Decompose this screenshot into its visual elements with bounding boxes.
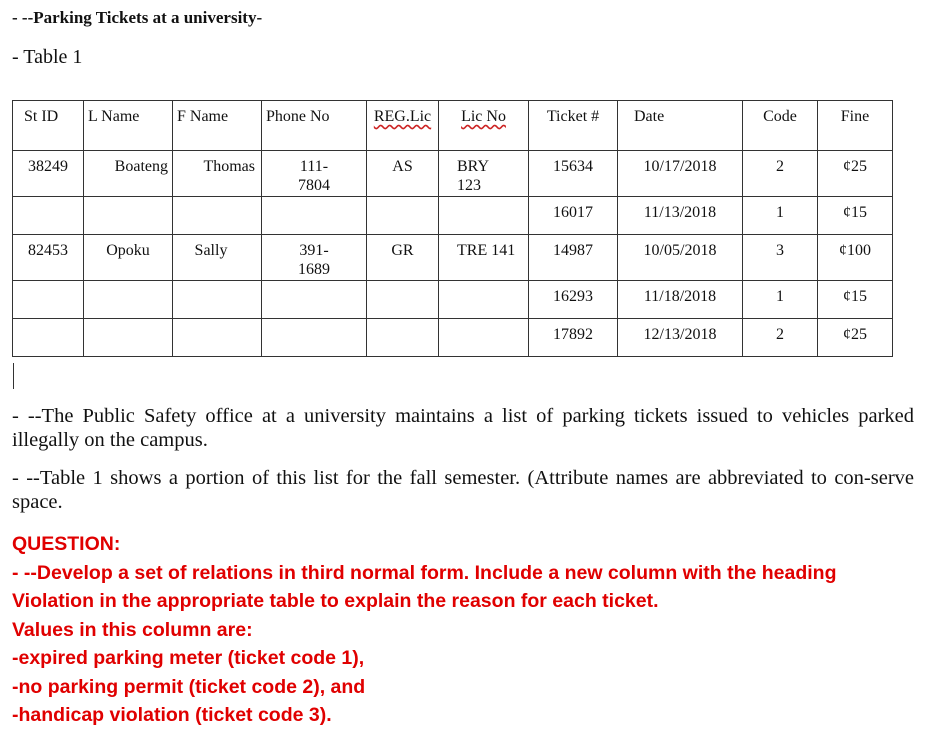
table-label: - Table 1 bbox=[12, 46, 83, 68]
table-cell: 111-7804 bbox=[262, 151, 367, 197]
paragraph-table-note: - --Table 1 shows a portion of this list for the fall semester. (Attribute names are abbreviated to con-serve space. bbox=[12, 467, 914, 513]
table-cell bbox=[84, 319, 173, 357]
table-cell: 2 bbox=[743, 151, 818, 197]
document-title: - --Parking Tickets at a university- bbox=[12, 8, 263, 27]
table-row bbox=[13, 319, 893, 357]
column-header-phone-no: Phone No bbox=[262, 101, 367, 151]
table-cell: ¢15 bbox=[818, 281, 893, 319]
table-cell: TRE 141 bbox=[439, 235, 529, 281]
column-header-date: Date bbox=[618, 101, 743, 151]
table-cell: 11/18/2018 bbox=[618, 281, 743, 319]
column-header-ticket-no: Ticket # bbox=[529, 101, 618, 151]
table-cell: Sally bbox=[173, 235, 262, 281]
table-cell bbox=[367, 319, 439, 357]
table-cell bbox=[84, 281, 173, 319]
table-cell: ¢15 bbox=[818, 197, 893, 235]
table-row bbox=[13, 151, 893, 197]
table-cell: 11/13/2018 bbox=[618, 197, 743, 235]
table-cell bbox=[13, 319, 84, 357]
table-cell: 12/13/2018 bbox=[618, 319, 743, 357]
table-cell: 16293 bbox=[529, 281, 618, 319]
table-cell bbox=[262, 197, 367, 235]
table-cell bbox=[13, 281, 84, 319]
table-cell: 3 bbox=[743, 235, 818, 281]
table-cell: 2 bbox=[743, 319, 818, 357]
parking-tickets-table bbox=[12, 100, 893, 357]
column-header-lic-no: Lic No bbox=[439, 101, 529, 151]
text-cursor bbox=[13, 363, 14, 389]
table-cell bbox=[439, 281, 529, 319]
table-cell bbox=[262, 319, 367, 357]
paragraph-intro: - --The Public Safety office at a university maintains a list of parking tickets issued to vehicles parked illegally on the campus. bbox=[12, 405, 914, 451]
table-cell: AS bbox=[367, 151, 439, 197]
table-cell: Boateng bbox=[84, 151, 173, 197]
table-cell: 82453 bbox=[13, 235, 84, 281]
table-cell: 10/17/2018 bbox=[618, 151, 743, 197]
column-header-l-name: L Name bbox=[84, 101, 173, 151]
question-heading: QUESTION: bbox=[12, 533, 121, 555]
question-line: -no parking permit (ticket code 2), and bbox=[12, 675, 366, 698]
column-header-f-name: F Name bbox=[173, 101, 262, 151]
column-header-fine: Fine bbox=[818, 101, 893, 151]
question-line: - --Develop a set of relations in third normal form. Include a new column with the heading bbox=[12, 561, 837, 584]
table-cell: ¢100 bbox=[818, 235, 893, 281]
question-line: -expired parking meter (ticket code 1), bbox=[12, 647, 365, 669]
table-cell bbox=[173, 319, 262, 357]
table-cell: BRY 123 bbox=[439, 151, 529, 197]
table-cell bbox=[84, 197, 173, 235]
table-row bbox=[13, 235, 893, 281]
table-row bbox=[13, 197, 893, 235]
table-cell: 1 bbox=[743, 281, 818, 319]
table-cell: GR bbox=[367, 235, 439, 281]
table-cell bbox=[439, 319, 529, 357]
question-block bbox=[12, 530, 917, 730]
column-header-reg-lic: REG.Lic bbox=[367, 101, 439, 151]
table-cell: 14987 bbox=[529, 235, 618, 281]
table-header-row bbox=[13, 101, 893, 151]
question-line: Violation in the appropriate table to explain the reason for each ticket. bbox=[12, 590, 659, 612]
table-cell: ¢25 bbox=[818, 319, 893, 357]
column-header-st-id: St ID bbox=[13, 101, 84, 151]
table-cell bbox=[262, 281, 367, 319]
table-cell: 38249 bbox=[13, 151, 84, 197]
question-line: -handicap violation (ticket code 3). bbox=[12, 704, 332, 726]
table-row bbox=[13, 281, 893, 319]
table-cell bbox=[173, 281, 262, 319]
table-cell: 391-1689 bbox=[262, 235, 367, 281]
table-cell bbox=[367, 197, 439, 235]
table-cell: 1 bbox=[743, 197, 818, 235]
table-cell: 16017 bbox=[529, 197, 618, 235]
table-cell bbox=[13, 197, 84, 235]
table-cell: 17892 bbox=[529, 319, 618, 357]
table-cell: ¢25 bbox=[818, 151, 893, 197]
table-cell bbox=[439, 197, 529, 235]
question-line: Values in this column are: bbox=[12, 618, 253, 641]
table-cell: Opoku bbox=[84, 235, 173, 281]
column-header-code: Code bbox=[743, 101, 818, 151]
table-cell: 15634 bbox=[529, 151, 618, 197]
table-cell bbox=[367, 281, 439, 319]
table-cell bbox=[173, 197, 262, 235]
table-cell: 10/05/2018 bbox=[618, 235, 743, 281]
table-cell: Thomas bbox=[173, 151, 262, 197]
